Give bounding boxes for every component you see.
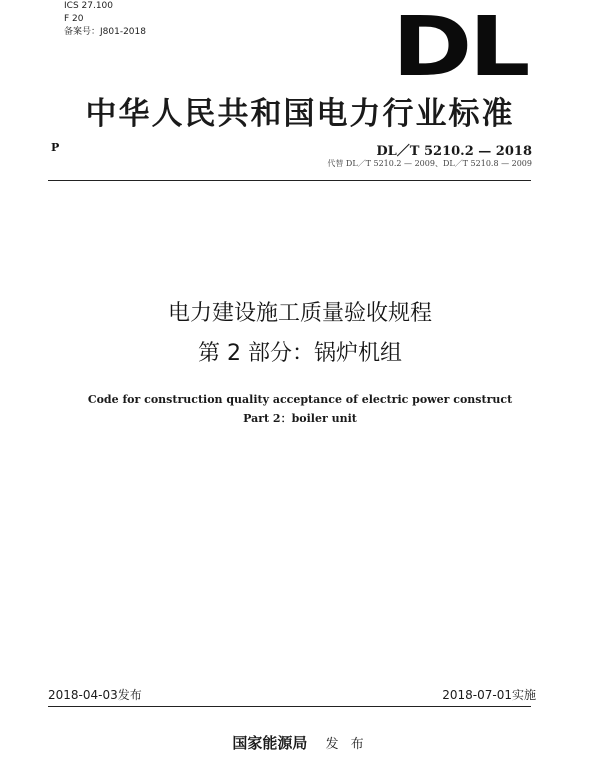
standard-type-title: 中华人民共和国电力行业标准 bbox=[85, 96, 515, 132]
issuer-name: 国家能源局 bbox=[232, 734, 308, 752]
chinese-title-line2: 第 2 部分：锅炉机组 bbox=[198, 341, 402, 366]
header-divider bbox=[48, 180, 531, 181]
publish-date: 2018-04-03发布 bbox=[48, 688, 142, 702]
standard-code: DL／T 5210.2 — 2018 bbox=[376, 144, 532, 159]
issue-action: 发 布 bbox=[325, 737, 368, 752]
chinese-title-line1: 电力建设施工质量验收规程 bbox=[167, 301, 432, 326]
issuer-line bbox=[0, 732, 600, 753]
filing-number: 备案号：J801-2018 bbox=[64, 27, 146, 37]
footer-divider bbox=[48, 706, 531, 707]
english-title-line1: Code for construction quality acceptance of electric power construct bbox=[87, 393, 513, 406]
english-title-line2: Part 2：boiler unit bbox=[243, 412, 357, 425]
category-mark: P bbox=[51, 141, 60, 154]
effective-date: 2018-07-01实施 bbox=[442, 688, 536, 702]
ics-code: ICS 27.100 bbox=[64, 1, 114, 11]
dl-logo: DL bbox=[392, 0, 527, 95]
classification-code: F 20 bbox=[64, 14, 84, 24]
replaces-note: 代替 DL／T 5210.2 — 2009、DL／T 5210.8 — 2009 bbox=[327, 159, 532, 168]
